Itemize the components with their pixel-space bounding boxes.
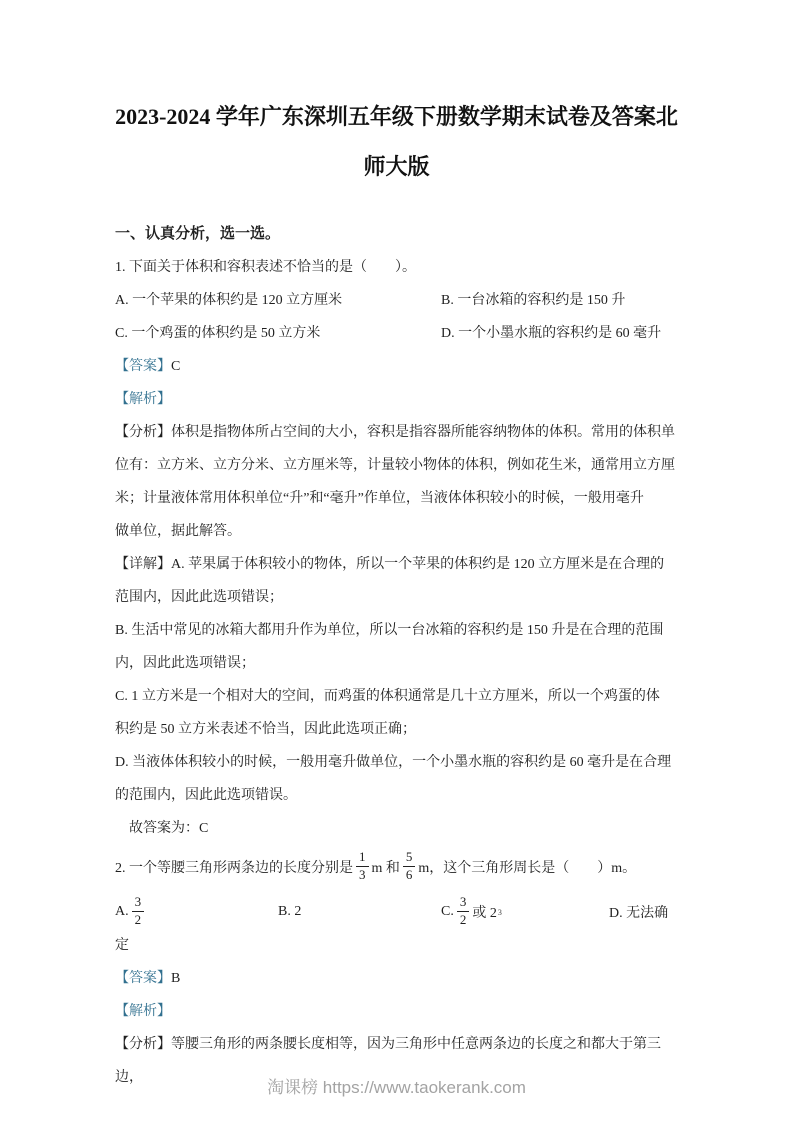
q2-answer-line [115, 962, 678, 995]
q2-option-c-denominator: 2 [459, 911, 467, 927]
q2-option-c-superscript: 3 [497, 907, 502, 917]
q1-option-c: C. 一个鸡蛋的体积约是 50 立方米 [115, 326, 321, 341]
q1-detail-line-7: D. 当液体体积较小的时候，一般用毫升做单位，一个小墨水瓶的容积约是 60 毫升是在合理 [115, 755, 672, 770]
q1-option-d: D. 一个小墨水瓶的容积约是 60 毫升 [441, 326, 662, 341]
q1-stem: 1. 下面关于体积和容积表述不恰当的是（ ）。 [115, 260, 416, 275]
title-line-1: 2023-2024 学年广东深圳五年级下册数学期末试卷及答案北 [115, 104, 678, 129]
q1-analysis-line-1: 【分析】体积是指物体所占空间的大小，容积是指容器所能容纳物体的体积。常用的体积单 [115, 425, 675, 440]
q1-jiexi-line [115, 383, 678, 416]
q2-fraction-1-numerator: 1 [356, 850, 369, 867]
q2-answer-value: B [171, 970, 181, 986]
title-line-2: 师大版 [363, 154, 430, 179]
q1-answer-value: C [171, 359, 181, 374]
q2-option-a-label: A. [115, 904, 129, 920]
q2-fraction-2-denominator: 6 [405, 866, 413, 882]
q2-option-c-numerator: 3 [457, 895, 470, 912]
section-heading: 一、认真分析，选一选。 [115, 226, 281, 242]
q1-detail-line-6: 积约是 50 立方米表述不恰当，因此此选项正确； [115, 722, 416, 737]
q2-option-c-mid: 或 2 [472, 906, 497, 922]
q2-option-c-label: C. [441, 904, 454, 920]
q1-analysis-line-3: 米；计量液体常用体积单位“升”和“毫升”作单位，当液体体积较小的时候，一般用毫升 [115, 491, 644, 506]
q1-options-row-2 [115, 317, 678, 350]
q2-stem-suffix: m，这个三角形周长是（ ）m。 [418, 861, 637, 877]
q1-detail-line-5: C. 1 立方米是一个相对大的空间，而鸡蛋的体积通常是几十立方厘米，所以一个鸡蛋的体 [115, 689, 660, 704]
q2-fraction-1 [356, 850, 369, 883]
document-title [115, 92, 678, 192]
q2-option-d: D. 无法确 [609, 906, 669, 922]
q2-option-a-fraction [132, 895, 145, 928]
q1-jiexi-label: 【解析】 [115, 392, 171, 407]
q1-detail-line-8: 的范围内，因此此选项错误。 [115, 788, 297, 803]
q2-option-b: B. 2 [278, 904, 302, 920]
q2-fraction-1-denominator: 3 [359, 866, 366, 882]
q1-answer-label: 【答案】 [115, 359, 171, 374]
q2-options-row [115, 890, 678, 929]
q1-detail-line-4: 内，因此此选项错误； [115, 656, 255, 671]
q1-option-b: B. 一台冰箱的容积约是 150 升 [441, 293, 626, 308]
q2-option-d-wrap: 定 [115, 937, 129, 953]
q2-fraction-2 [403, 850, 416, 883]
q2-option-a [115, 893, 278, 929]
q2-analysis-line: 【分析】等腰三角形的两条腰长度相等，因为三角形中任意两条边的长度之和都大于第三边， [115, 1036, 661, 1085]
q1-detail-line-3: B. 生活中常见的冰箱大都用升作为单位，所以一台冰箱的容积约是 150 升是在合理的范围 [115, 623, 664, 638]
q2-stem [115, 845, 678, 890]
q2-option-a-numerator: 3 [132, 895, 145, 912]
q2-option-c-fraction [457, 895, 470, 928]
footer-watermark [0, 1073, 793, 1098]
q2-fraction-2-numerator: 5 [403, 850, 416, 867]
q2-stem-mid: m 和 [371, 861, 400, 877]
q2-jiexi-label: 【解析】 [115, 1003, 171, 1019]
q1-analysis-line-4: 做单位，据此解答。 [115, 524, 241, 539]
q1-analysis-line-2: 位有：立方米、立方分米、立方厘米等，计量较小物体的体积，例如花生米，通常用立方厘 [115, 458, 675, 473]
footer-site-text: 淘课榜 https://www.taokerank.com [267, 1078, 526, 1097]
q2-jiexi-line [115, 995, 678, 1028]
q1-options-row-1 [115, 284, 678, 317]
q2-option-c [441, 893, 609, 929]
q1-conclusion: 故答案为：C [129, 821, 209, 836]
q1-answer-line [115, 350, 678, 383]
q1-option-a: A. 一个苹果的体积约是 120 立方厘米 [115, 293, 343, 308]
q1-detail-line-1: 【详解】A. 苹果属于体积较小的物体，所以一个苹果的体积约是 120 立方厘米是在合理的 [115, 557, 665, 572]
q2-answer-label: 【答案】 [115, 970, 171, 986]
q2-option-a-denominator: 2 [134, 911, 142, 927]
q2-stem-prefix: 2. 一个等腰三角形两条边的长度分别是 [115, 861, 353, 877]
q1-detail-line-2: 范围内，因此此选项错误； [115, 590, 283, 605]
